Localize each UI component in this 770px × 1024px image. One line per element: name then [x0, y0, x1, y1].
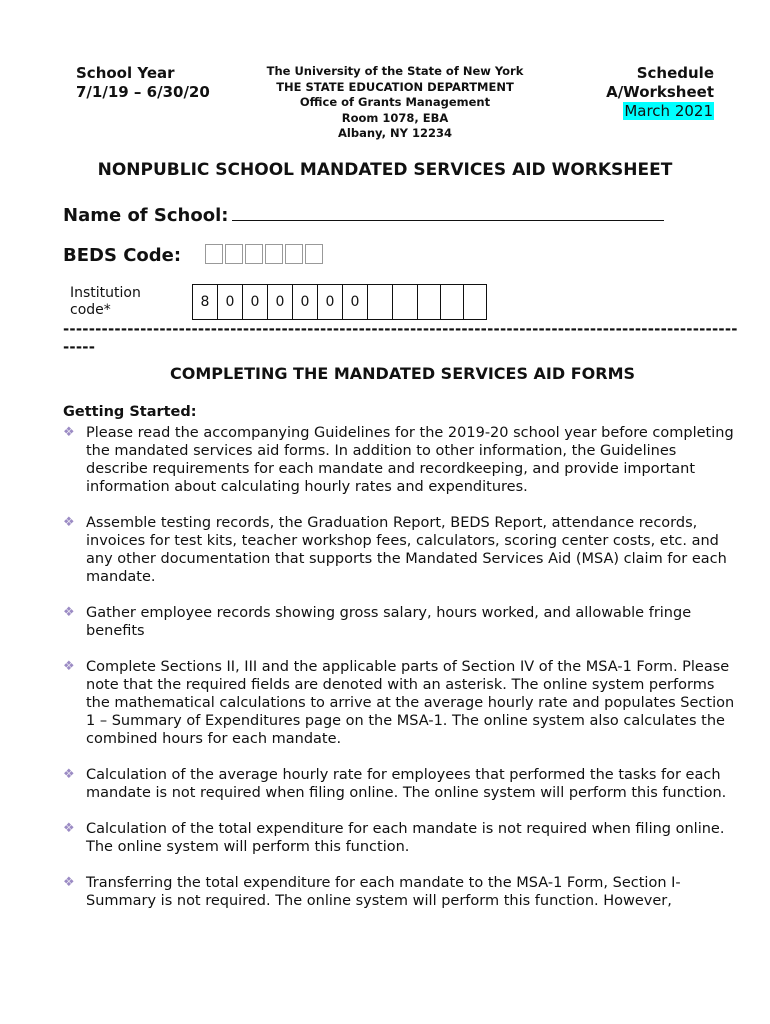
org-line: Room 1078, EBA: [341, 110, 449, 125]
list-item: [63, 514, 739, 586]
list-item-text: Gather employee records showing gross salary, hours worked, and allowable fringe benefits: [86, 605, 692, 639]
institution-code-cell[interactable]: 0: [293, 285, 318, 319]
list-item-text: Complete Sections II, III and the applicable parts of Section IV of the MSA-1 Form. Please note that the required fields are denoted with an asterisk. The online system performs the mathematical calculations to arrive at the average hourly rate and populates Section 1 – Summary of Expenditures page on the MSA-1. The online system also calculates the combined hours for each mandate.: [86, 659, 735, 747]
list-item: [63, 820, 739, 856]
schedule-line-1: Schedule: [636, 64, 714, 82]
diamond-bullet-icon: ❖: [63, 425, 75, 440]
institution-code-cell[interactable]: [464, 285, 487, 319]
institution-code-cell[interactable]: 0: [318, 285, 343, 319]
institution-code-cell[interactable]: 0: [218, 285, 243, 319]
beds-code-box[interactable]: [285, 244, 303, 264]
school-year-value: 7/1/19 – 6/30/20: [76, 83, 210, 101]
organization-address: [230, 64, 560, 142]
institution-code-label: [70, 285, 141, 319]
section-divider: --------------------------------------------------------------------------------------------------------------: [63, 320, 738, 356]
list-item: [63, 604, 739, 640]
institution-code-table: [192, 284, 487, 320]
institution-code-cell[interactable]: [418, 285, 441, 319]
schedule-date: March 2021: [624, 102, 713, 120]
institution-label-line: Institution: [70, 285, 141, 301]
institution-code-cell[interactable]: 0: [243, 285, 268, 319]
beds-code-field[interactable]: [205, 244, 325, 264]
list-item-text: Calculation of the total expenditure for each mandate is not required when filing online. The online system will perform this function.: [86, 821, 725, 855]
diamond-bullet-icon: ❖: [63, 875, 75, 890]
page-title: NONPUBLIC SCHOOL MANDATED SERVICES AID WORKSHEET: [97, 160, 673, 180]
beds-code-box[interactable]: [305, 244, 323, 264]
school-name-field[interactable]: [232, 202, 664, 221]
list-item: [63, 874, 739, 910]
list-item: [63, 766, 739, 802]
school-name-row: [63, 202, 664, 226]
org-line: Albany, NY 12234: [338, 126, 452, 140]
institution-code-cell[interactable]: 8: [193, 285, 218, 319]
beds-code-box[interactable]: [225, 244, 243, 264]
institution-code-cell[interactable]: [368, 285, 393, 319]
diamond-bullet-icon: ❖: [63, 605, 75, 620]
beds-code-box[interactable]: [265, 244, 283, 264]
org-line: THE STATE EDUCATION DEPARTMENT: [276, 79, 514, 94]
org-line: Office of Grants Management: [299, 95, 491, 109]
institution-code-cell[interactable]: 0: [268, 285, 293, 319]
instruction-list: [63, 424, 739, 928]
diamond-bullet-icon: ❖: [63, 767, 75, 782]
institution-label-line: code*: [70, 302, 111, 318]
schedule-line-2: A/Worksheet: [606, 83, 714, 101]
beds-code-box[interactable]: [245, 244, 263, 264]
org-line: The University of the State of New York: [266, 64, 524, 78]
getting-started-heading: Getting Started:: [63, 404, 197, 420]
list-item-text: Assemble testing records, the Graduation Report, BEDS Report, attendance records, invoices for test kits, teacher workshop fees, calculators, scoring center costs, etc. and any other documentation that supports the Mandated Services Aid (MSA) claim for each mandate.: [86, 515, 727, 585]
diamond-bullet-icon: ❖: [63, 821, 75, 836]
list-item: [63, 424, 739, 496]
section-title: COMPLETING THE MANDATED SERVICES AID FORMS: [169, 364, 636, 383]
list-item-text: Please read the accompanying Guidelines for the 2019-20 school year before completing the mandated services aid forms. In addition to other information, the Guidelines describe requirements for each mandate and recordkeeping, and provide important information about calculating hourly rates and expenditures.: [86, 425, 734, 495]
list-item: [63, 658, 739, 748]
diamond-bullet-icon: ❖: [63, 515, 75, 530]
beds-code-box[interactable]: [205, 244, 223, 264]
institution-code-cell[interactable]: 0: [343, 285, 368, 319]
beds-code-label: BEDS Code:: [63, 245, 182, 266]
school-year-block: [76, 64, 210, 102]
institution-code-cell[interactable]: [393, 285, 418, 319]
schedule-block: [606, 64, 714, 121]
institution-code-cell[interactable]: [441, 285, 464, 319]
diamond-bullet-icon: ❖: [63, 659, 75, 674]
school-year-label: School Year: [76, 64, 175, 82]
school-name-label: Name of School:: [63, 205, 229, 226]
list-item-text: Calculation of the average hourly rate for employees that performed the tasks for each mandate is not required when filing online. The online system will perform this function.: [86, 767, 727, 801]
list-item-text: Transferring the total expenditure for each mandate to the MSA-1 Form, Section I- Summary is not required. The online system will perform this function. However,: [86, 875, 681, 909]
